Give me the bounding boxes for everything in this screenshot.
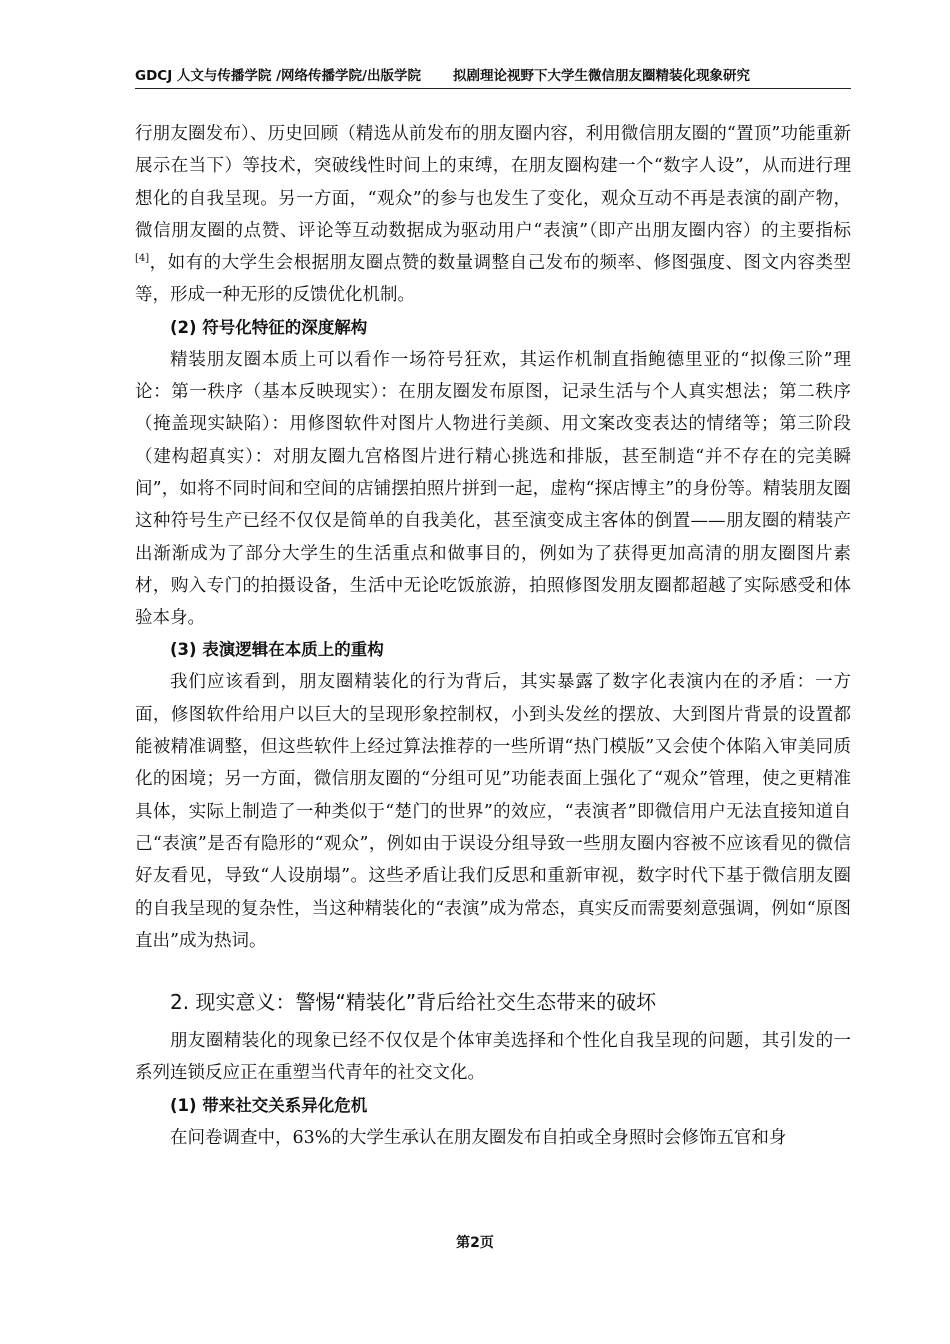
page-number: 第2页 <box>456 1235 494 1251</box>
subheading-1: (1) 带来社交关系异化危机 <box>170 1095 368 1115</box>
paragraph-survey: 在问卷调查中，63%的大学生承认在朋友圈发布自拍或全身照时会修饰五官和身 <box>170 1127 787 1148</box>
header-paper-title: 拟剧理论视野下大学生微信朋友圈精装化现象研究 <box>453 68 750 84</box>
page-body <box>135 118 851 1154</box>
paragraph-symbolization: 精装朋友圈本质上可以看作一场符号狂欢，其运作机制直指鲍德里亚的“拟像三阶”理论：第一秩序（基本反映现实）：在朋友圈发布原图，记录生活与个人真实想法；第二秩序（掩盖现实缺陷）：用修图软件对图片人物进行美颜、用文案改变表达的情绪等；第三阶段（建构超真实）：对朋友圈九宫格图片进行精心挑选和排版，甚至制造“并不存在的完美瞬间”，如将不同时间和空间的店铺摆拍照片拼到一起，虚构“探店博主”的身份等。精装朋友圈这种符号生产已经不仅仅是简单的自我美化，甚至演变成主客体的倒置——朋友圈的精装产出渐渐成为了部分大学生的生活重点和做事目的，例如为了获得更加高清的朋友圈图片素材，购入专门的拍摄设备，生活中无论吃饭旅游，拍照修图发朋友圈都超越了实际感受和体验本身。 <box>135 349 851 629</box>
running-header <box>135 66 851 89</box>
header-institution: GDCJ 人文与传播学院 /网络传播学院/出版学院 <box>135 68 421 84</box>
paragraph-section-intro: 朋友圈精装化的现象已经不仅仅是个体审美选择和个性化自我呈现的问题，其引发的一系列连锁反应正在重塑当代青年的社交文化。 <box>135 1031 851 1084</box>
section-heading-2: 2. 现实意义：警惕“精装化”背后给社交生态带来的破坏 <box>170 990 657 1015</box>
paragraph-performance-logic: 我们应该看到，朋友圈精装化的行为背后，其实暴露了数字化表演内在的矛盾：一方面，修图软件给用户以巨大的呈现形象控制权，小到头发丝的摆放、大到图片背景的设置都能被精准调整，但这些软件上经过算法推荐的一些所谓“热门模版”又会使个体陷入审美同质化的困境；另一方面，微信朋友圈的“分组可见”功能表面上强化了“观众”管理，使之更精准具体，实际上制造了一种类似于“楚门的世界”的效应，“表演者”即微信用户无法直接知道自己“表演”是否有隐形的“观众”，例如由于误设分组导致一些朋友圈内容被不应该看见的微信好友看见，导致“人设崩塌”。这些矛盾让我们反思和重新审视，数字时代下基于微信朋友圈的自我呈现的复杂性，当这种精装化的“表演”成为常态，真实反而需要刻意强调，例如“原图直出”成为热词。 <box>135 672 851 951</box>
paragraph-continuation <box>135 118 851 312</box>
paragraph-text: 行朋友圈发布）、历史回顾（精选从前发布的朋友圈内容，利用微信朋友圈的“置顶”功能重新展示在当下）等技术，突破线性时间上的束缚，在朋友圈构建一个“数字人设”，从而进行理想化的自我呈现。另一方面，“观众”的参与也发生了变化，观众互动不再是表演的副产物，微信朋友圈的点赞、评论等互动数据成为驱动用户“表演”（即产出朋友圈内容）的主要指标 <box>135 124 851 241</box>
subheading-2: (2) 符号化特征的深度解构 <box>170 317 368 337</box>
citation-marker: [4] <box>135 253 150 265</box>
paragraph-text: ，如有的大学生会根据朋友圈点赞的数量调整自己发布的频率、修图强度、图文内容类型等，形成一种无形的反馈优化机制。 <box>135 253 851 306</box>
subheading-3: (3) 表演逻辑在本质上的重构 <box>170 640 384 660</box>
